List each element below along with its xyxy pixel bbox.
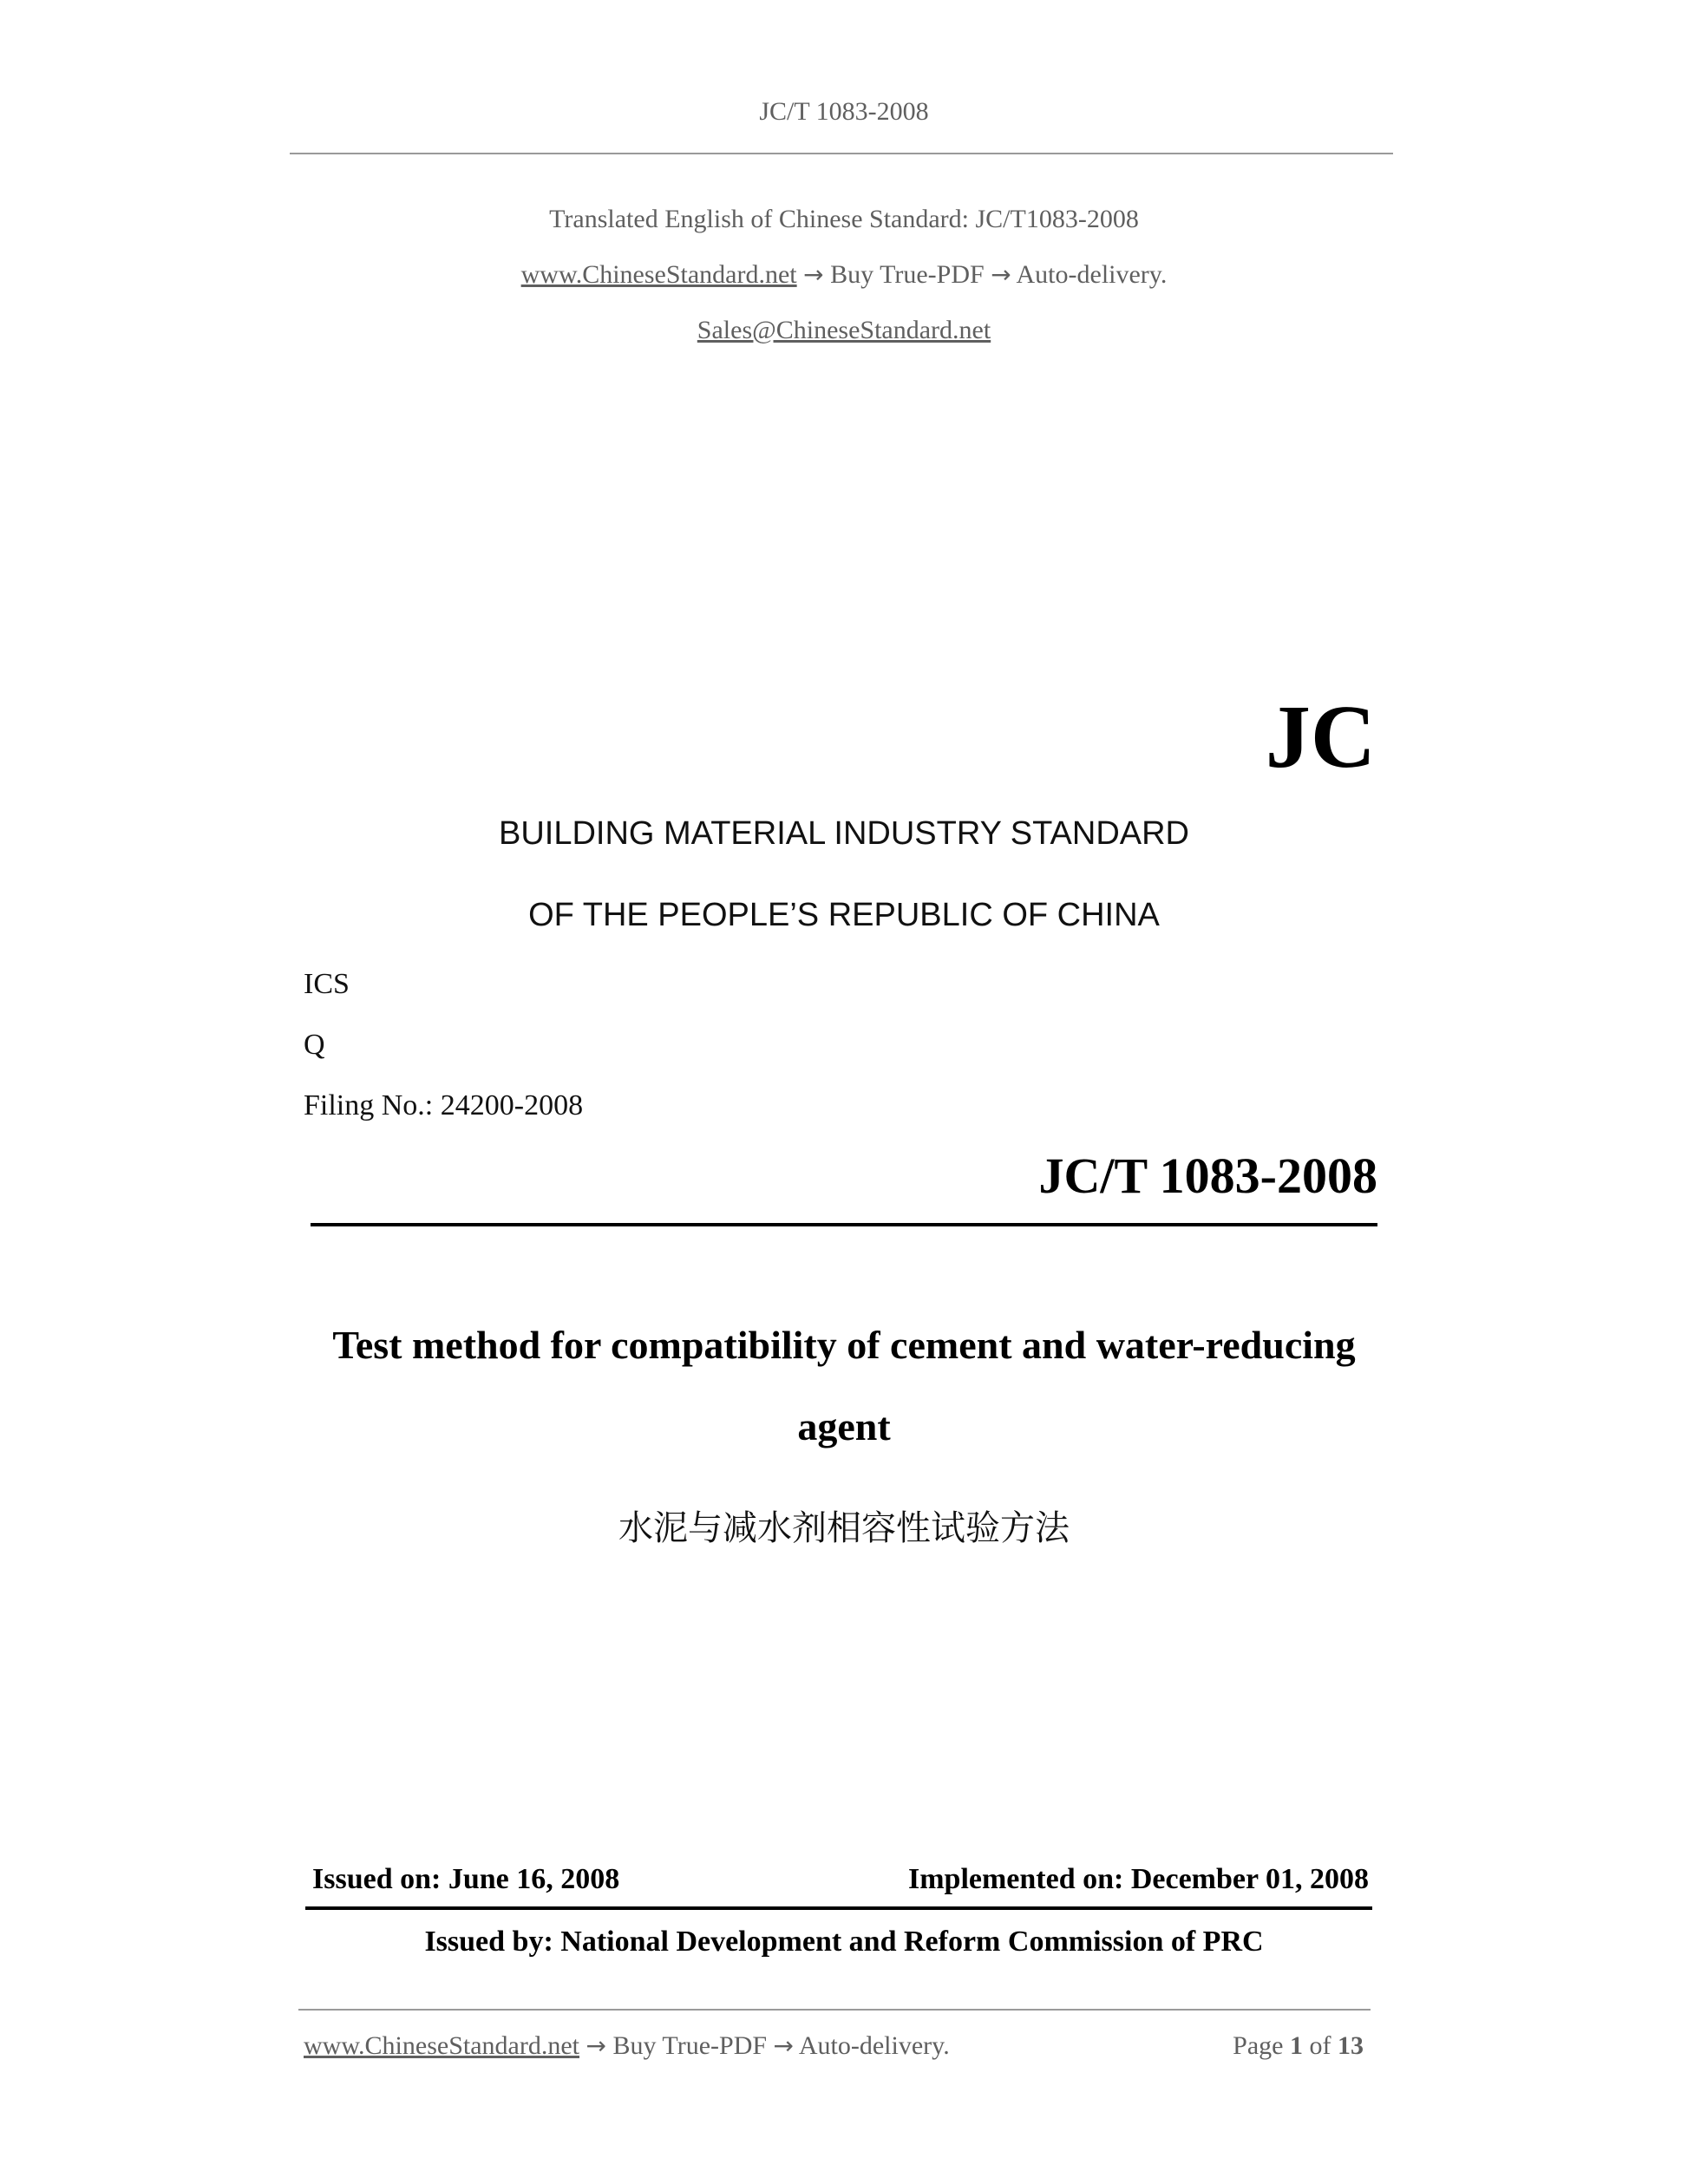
- buy-text: Buy True-PDF: [830, 260, 985, 289]
- page-indicator: [1041, 2031, 1364, 2061]
- title-en-line-1: Test method for compatibility of cement and water-reducing: [332, 1323, 1356, 1367]
- footer-purchase-line: [304, 2031, 950, 2061]
- issued-by: Issued by: National Development and Reform Commission of PRC: [424, 1926, 1264, 1958]
- page-total: 13: [1338, 2031, 1364, 2060]
- arrow-right-icon: →: [991, 260, 1011, 289]
- standard-line-2: OF THE PEOPLE’S REPUBLIC OF CHINA: [528, 897, 1160, 933]
- page-current: 1: [1290, 2031, 1303, 2060]
- running-header: JC/T 1083-2008: [759, 97, 929, 126]
- email-link[interactable]: Sales@ChineseStandard.net: [697, 316, 991, 344]
- jc-logo-code: JC: [1265, 687, 1376, 787]
- title-en-line-2: agent: [797, 1404, 891, 1448]
- q-label: Q: [304, 1029, 325, 1061]
- filing-number: Filing No.: 24200-2008: [304, 1089, 584, 1121]
- dates-divider: [305, 1906, 1372, 1910]
- footer-buy-text: Buy True-PDF: [612, 2031, 768, 2060]
- auto-delivery-text: Auto-delivery.: [1016, 260, 1168, 289]
- arrow-right-icon: →: [586, 2031, 606, 2060]
- title-divider: [311, 1223, 1377, 1226]
- translation-notice: Translated English of Chinese Standard: JC/T1083-2008: [549, 205, 1139, 233]
- standard-line-1: BUILDING MATERIAL INDUSTRY STANDARD: [498, 815, 1189, 852]
- implemented-on: Implemented on: December 01, 2008: [907, 1863, 1369, 1895]
- title-cn: 水泥与减水剂相容性试验方法: [618, 1508, 1070, 1548]
- arrow-right-icon: →: [773, 2031, 795, 2060]
- page-of: of: [1309, 2031, 1331, 2060]
- footer-divider: [298, 2009, 1371, 2011]
- site-link[interactable]: www.ChineseStandard.net: [520, 260, 797, 289]
- standard-number: JC/T 1083-2008: [1038, 1148, 1377, 1204]
- issued-on: Issued on: June 16, 2008: [312, 1863, 620, 1895]
- header-divider: [290, 153, 1393, 154]
- ics-label: ICS: [304, 968, 350, 1000]
- purchase-line: [0, 260, 1688, 290]
- arrow-right-icon: →: [803, 260, 824, 289]
- footer-site-link[interactable]: www.ChineseStandard.net: [304, 2031, 579, 2060]
- page-label: Page: [1233, 2031, 1284, 2060]
- footer-auto-delivery-text: Auto-delivery.: [798, 2031, 950, 2060]
